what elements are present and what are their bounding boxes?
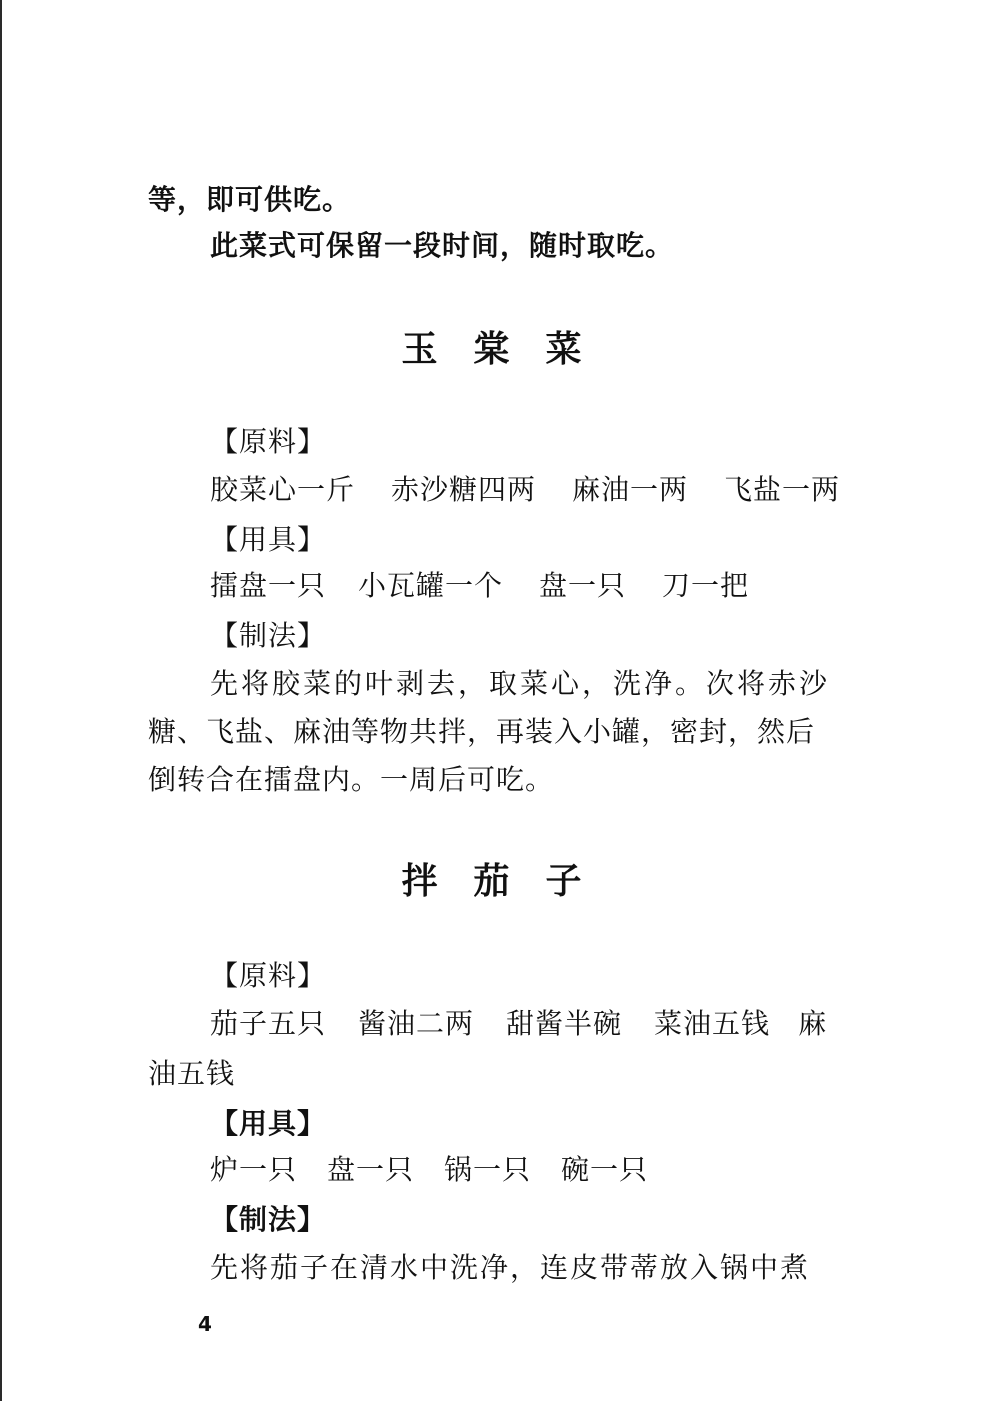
recipe-2-ingredients xyxy=(210,1004,827,1044)
tool-item: 盘一只 xyxy=(539,569,627,602)
recipe-2-tools xyxy=(210,1150,648,1190)
tool-item: 小瓦罐一个 xyxy=(358,569,504,602)
ingredient-item: 麻油一两 xyxy=(572,473,689,506)
recipe-2-title: 拌茄子 xyxy=(401,860,618,902)
recipe-1-method-line-2: 糖、飞盐、麻油等物共拌，再装入小罐，密封，然后 xyxy=(148,715,816,748)
intro-line-1: 等，即可供吃。 xyxy=(148,183,352,216)
recipe-1-ingredients-heading: 【原料】 xyxy=(210,425,327,458)
recipe-1-tools-heading: 【用具】 xyxy=(210,523,327,556)
recipe-2-tools-heading: 【用具】 xyxy=(210,1107,327,1140)
recipe-2-ingredients-heading: 【原料】 xyxy=(210,959,327,992)
tool-item: 碗一只 xyxy=(561,1153,649,1186)
ingredient-item: 菜油五钱 xyxy=(654,1007,771,1040)
recipe-1-ingredients xyxy=(210,470,840,510)
ingredient-item: 飞盐一两 xyxy=(724,473,841,506)
intro-line-2: 此菜式可保留一段时间，随时取吃。 xyxy=(210,229,675,262)
page-edge-line xyxy=(0,0,2,1401)
ingredient-item: 赤沙糖四两 xyxy=(391,473,537,506)
tool-item: 刀一把 xyxy=(662,569,750,602)
recipe-1-method-line-3: 倒转合在擂盘内。一周后可吃。 xyxy=(148,763,555,796)
tool-item: 锅一只 xyxy=(444,1153,532,1186)
recipe-2-method-heading: 【制法】 xyxy=(210,1203,327,1236)
recipe-2-ingredients-continued: 油五钱 xyxy=(148,1057,236,1090)
ingredient-item: 甜酱半碗 xyxy=(506,1007,623,1040)
recipe-1-method-heading: 【制法】 xyxy=(210,619,327,652)
recipe-1-method-line-1: 先将胶菜的叶剥去，取菜心，洗净。次将赤沙 xyxy=(210,667,831,700)
recipe-1-tools xyxy=(210,566,749,606)
ingredient-item: 胶菜心一斤 xyxy=(210,473,356,506)
page-number: 4 xyxy=(198,1312,212,1336)
tool-item: 炉一只 xyxy=(210,1153,298,1186)
recipe-1-title: 玉棠菜 xyxy=(401,328,618,370)
ingredient-item: 茄子五只 xyxy=(210,1007,327,1040)
ingredient-item: 酱油二两 xyxy=(358,1007,475,1040)
ingredient-item: 麻 xyxy=(798,1007,828,1040)
tool-item: 擂盘一只 xyxy=(210,569,327,602)
tool-item: 盘一只 xyxy=(327,1153,415,1186)
recipe-2-method-line-1: 先将茄子在清水中洗净，连皮带蒂放入锅中煮 xyxy=(210,1251,811,1284)
